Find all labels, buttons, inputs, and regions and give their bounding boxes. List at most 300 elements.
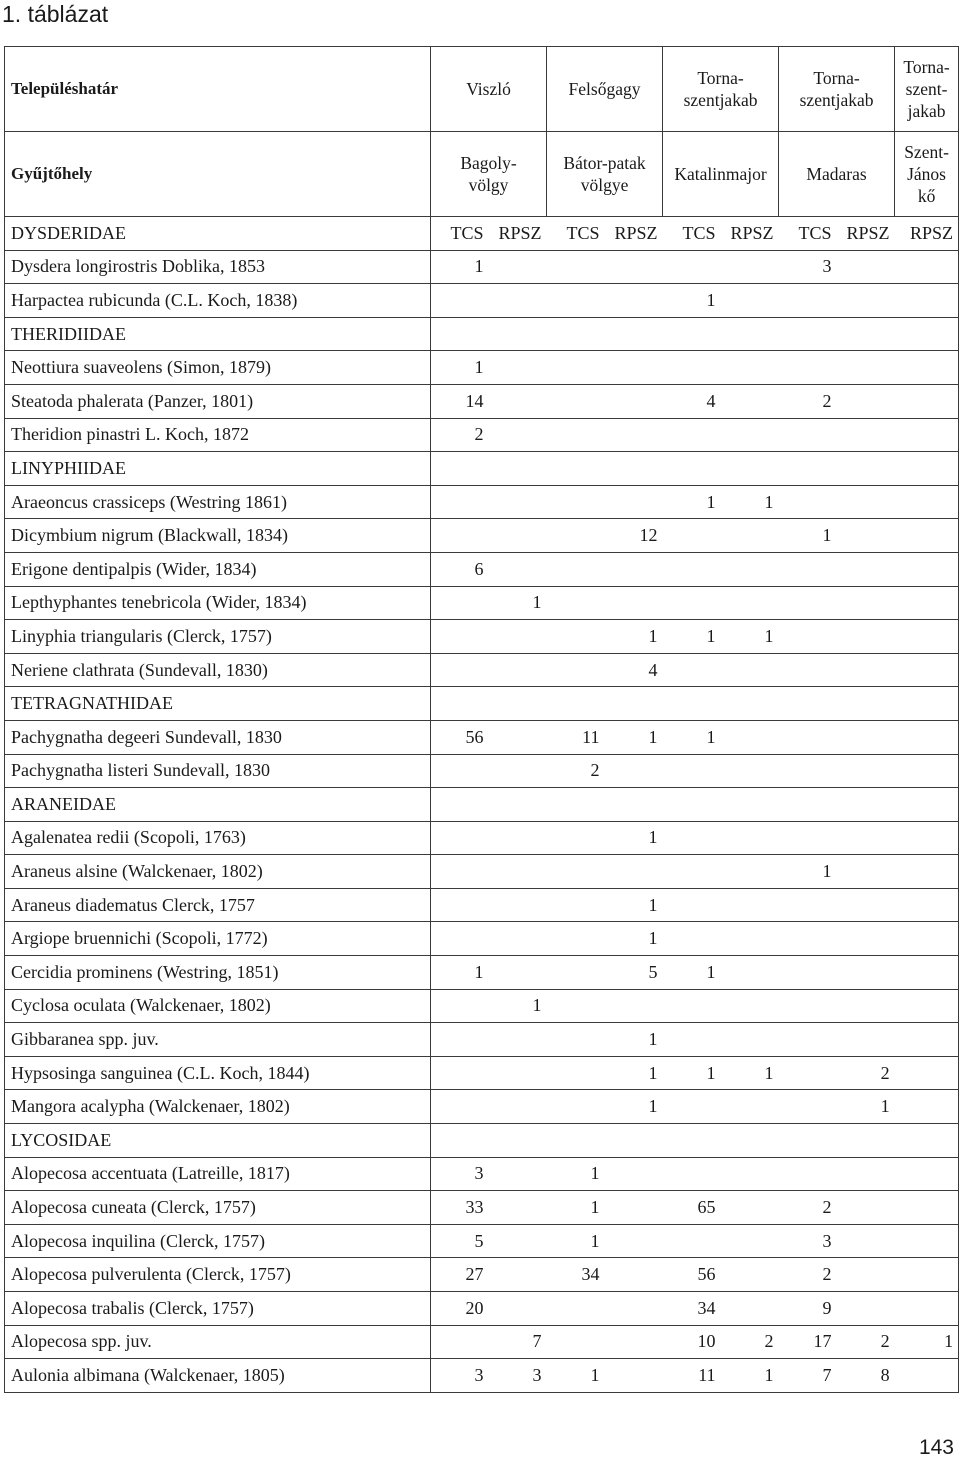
count-cell	[431, 788, 489, 822]
species-name: Hypsosinga sanguinea (C.L. Koch, 1844)	[5, 1056, 431, 1090]
table-row	[5, 1157, 959, 1191]
table-title: 1. táblázat	[2, 1, 109, 27]
count-cell	[895, 1224, 959, 1258]
table-row	[5, 1056, 959, 1090]
count-cell	[721, 1191, 779, 1225]
family-name: ARANEIDAE	[5, 788, 431, 822]
species-table	[4, 46, 959, 1393]
count-cell	[547, 788, 605, 822]
column-code: RPSZ	[837, 217, 895, 251]
species-name: Neottiura suaveolens (Simon, 1879)	[5, 351, 431, 385]
species-name: Agalenatea redii (Scopoli, 1763)	[5, 821, 431, 855]
count-cell	[547, 552, 605, 586]
count-cell	[431, 687, 489, 721]
count-cell: 2	[779, 1191, 837, 1225]
count-cell	[895, 687, 959, 721]
count-cell	[721, 956, 779, 990]
count-cell: 1	[431, 250, 489, 284]
species-name: Alopecosa pulverulenta (Clerck, 1757)	[5, 1258, 431, 1292]
count-cell	[489, 1258, 547, 1292]
count-cell: 4	[605, 653, 663, 687]
species-name: Cyclosa oculata (Walckenaer, 1802)	[5, 989, 431, 1023]
family-row	[5, 788, 959, 822]
count-cell	[663, 687, 721, 721]
count-cell: 3	[489, 1359, 547, 1393]
count-cell	[431, 754, 489, 788]
count-cell	[837, 250, 895, 284]
count-cell	[837, 1191, 895, 1225]
count-cell	[721, 720, 779, 754]
count-cell	[895, 754, 959, 788]
count-cell: 1	[779, 855, 837, 889]
count-cell	[663, 653, 721, 687]
count-cell	[895, 653, 959, 687]
count-cell	[837, 956, 895, 990]
count-cell	[431, 1090, 489, 1124]
count-cell: 1	[489, 586, 547, 620]
count-cell	[721, 989, 779, 1023]
count-cell	[431, 317, 489, 351]
count-cell	[721, 418, 779, 452]
species-name: Alopecosa trabalis (Clerck, 1757)	[5, 1292, 431, 1326]
count-cell: 9	[779, 1292, 837, 1326]
count-cell: 1	[547, 1157, 605, 1191]
count-cell	[721, 1292, 779, 1326]
table-row	[5, 418, 959, 452]
count-cell	[547, 687, 605, 721]
count-cell	[605, 1258, 663, 1292]
count-cell	[837, 754, 895, 788]
count-cell: 1	[431, 956, 489, 990]
header-col-1: Viszló	[431, 47, 547, 132]
species-name: Pachygnatha listeri Sundevall, 1830	[5, 754, 431, 788]
count-cell: 12	[605, 519, 663, 553]
count-cell	[431, 922, 489, 956]
count-cell	[605, 788, 663, 822]
count-cell	[605, 1292, 663, 1326]
count-cell	[895, 452, 959, 486]
count-cell: 1	[605, 620, 663, 654]
count-cell	[837, 284, 895, 318]
count-cell	[837, 720, 895, 754]
table-row	[5, 1325, 959, 1359]
count-cell	[663, 1124, 721, 1158]
count-cell: 1	[721, 1359, 779, 1393]
count-cell: 4	[663, 384, 721, 418]
count-cell	[721, 687, 779, 721]
count-cell	[489, 1157, 547, 1191]
count-cell	[605, 284, 663, 318]
count-cell	[489, 922, 547, 956]
count-cell	[663, 888, 721, 922]
species-name: Dysdera longirostris Doblika, 1853	[5, 250, 431, 284]
count-cell	[895, 989, 959, 1023]
count-cell	[721, 788, 779, 822]
count-cell: 10	[663, 1325, 721, 1359]
count-cell	[547, 519, 605, 553]
count-cell	[721, 1157, 779, 1191]
count-cell	[779, 989, 837, 1023]
count-cell	[663, 922, 721, 956]
count-cell	[721, 552, 779, 586]
count-cell	[489, 821, 547, 855]
count-cell	[547, 351, 605, 385]
count-cell	[837, 1224, 895, 1258]
table-row	[5, 989, 959, 1023]
count-cell	[721, 754, 779, 788]
count-cell	[895, 1090, 959, 1124]
count-cell: 6	[431, 552, 489, 586]
header-label-site: Gyűjtőhely	[5, 132, 431, 217]
count-cell	[431, 855, 489, 889]
count-cell	[489, 855, 547, 889]
count-cell	[721, 384, 779, 418]
count-cell: 1	[895, 1325, 959, 1359]
count-cell	[663, 519, 721, 553]
count-cell	[837, 317, 895, 351]
count-cell	[489, 788, 547, 822]
count-cell	[779, 788, 837, 822]
count-cell: 17	[779, 1325, 837, 1359]
count-cell: 5	[431, 1224, 489, 1258]
count-cell	[663, 552, 721, 586]
species-name: Mangora acalypha (Walckenaer, 1802)	[5, 1090, 431, 1124]
count-cell	[837, 1023, 895, 1057]
count-cell	[837, 384, 895, 418]
species-name: Linyphia triangularis (Clerck, 1757)	[5, 620, 431, 654]
count-cell	[837, 620, 895, 654]
count-cell	[837, 821, 895, 855]
count-cell: 1	[605, 1090, 663, 1124]
family-row	[5, 317, 959, 351]
count-cell	[779, 687, 837, 721]
count-cell	[605, 351, 663, 385]
count-cell	[489, 754, 547, 788]
count-cell	[431, 1023, 489, 1057]
column-code: RPSZ	[489, 217, 547, 251]
count-cell	[431, 1325, 489, 1359]
column-code: TCS	[431, 217, 489, 251]
count-cell: 7	[779, 1359, 837, 1393]
count-cell	[547, 922, 605, 956]
count-cell	[605, 384, 663, 418]
count-cell	[605, 1224, 663, 1258]
species-name: Steatoda phalerata (Panzer, 1801)	[5, 384, 431, 418]
count-cell: 1	[721, 485, 779, 519]
count-cell	[489, 317, 547, 351]
count-cell	[605, 250, 663, 284]
table-row	[5, 888, 959, 922]
count-cell	[721, 821, 779, 855]
count-cell	[837, 1258, 895, 1292]
count-cell: 3	[779, 250, 837, 284]
count-cell	[779, 720, 837, 754]
count-cell	[837, 687, 895, 721]
count-cell	[895, 1292, 959, 1326]
table-row	[5, 586, 959, 620]
count-cell	[721, 351, 779, 385]
column-code: TCS	[663, 217, 721, 251]
count-cell	[489, 418, 547, 452]
count-cell	[663, 1224, 721, 1258]
species-name: Pachygnatha degeeri Sundevall, 1830	[5, 720, 431, 754]
count-cell	[721, 284, 779, 318]
count-cell: 1	[779, 519, 837, 553]
count-cell	[779, 1056, 837, 1090]
table-row	[5, 1224, 959, 1258]
count-cell: 1	[547, 1224, 605, 1258]
table-row	[5, 384, 959, 418]
count-cell: 1	[547, 1359, 605, 1393]
table-row	[5, 284, 959, 318]
count-cell	[547, 1056, 605, 1090]
header-row-settlement	[5, 47, 959, 132]
header-col-3: Torna- szentjakab	[663, 47, 779, 132]
count-cell: 33	[431, 1191, 489, 1225]
count-cell	[895, 485, 959, 519]
count-cell	[489, 1191, 547, 1225]
count-cell	[779, 653, 837, 687]
count-cell	[779, 1157, 837, 1191]
count-cell	[489, 452, 547, 486]
count-cell: 3	[779, 1224, 837, 1258]
count-cell	[837, 1157, 895, 1191]
table-row	[5, 1258, 959, 1292]
count-cell	[489, 1023, 547, 1057]
count-cell	[489, 1090, 547, 1124]
count-cell	[663, 1090, 721, 1124]
count-cell: 7	[489, 1325, 547, 1359]
count-cell: 2	[837, 1056, 895, 1090]
count-cell	[489, 485, 547, 519]
table-row	[5, 250, 959, 284]
count-cell	[895, 1124, 959, 1158]
count-cell	[895, 620, 959, 654]
count-cell	[605, 1325, 663, 1359]
family-row	[5, 687, 959, 721]
count-cell	[837, 989, 895, 1023]
count-cell	[895, 1191, 959, 1225]
count-cell: 1	[605, 888, 663, 922]
count-cell	[547, 620, 605, 654]
count-cell	[721, 888, 779, 922]
species-name: Alopecosa cuneata (Clerck, 1757)	[5, 1191, 431, 1225]
count-cell	[431, 485, 489, 519]
site-col-3: Katalinmajor	[663, 132, 779, 217]
count-cell: 3	[431, 1157, 489, 1191]
species-name: Aulonia albimana (Walckenaer, 1805)	[5, 1359, 431, 1393]
count-cell	[895, 519, 959, 553]
count-cell	[837, 1124, 895, 1158]
count-cell	[489, 552, 547, 586]
species-name: Theridion pinastri L. Koch, 1872	[5, 418, 431, 452]
count-cell	[489, 250, 547, 284]
count-cell	[895, 720, 959, 754]
count-cell	[895, 922, 959, 956]
count-cell	[547, 956, 605, 990]
count-cell	[721, 1023, 779, 1057]
count-cell	[779, 351, 837, 385]
count-cell	[837, 1292, 895, 1326]
count-cell	[663, 1023, 721, 1057]
count-cell	[779, 620, 837, 654]
count-cell	[547, 989, 605, 1023]
column-code: RPSZ	[605, 217, 663, 251]
count-cell: 27	[431, 1258, 489, 1292]
count-cell	[663, 989, 721, 1023]
count-cell	[431, 284, 489, 318]
table-row	[5, 956, 959, 990]
count-cell: 8	[837, 1359, 895, 1393]
count-cell	[489, 687, 547, 721]
species-name: Alopecosa accentuata (Latreille, 1817)	[5, 1157, 431, 1191]
family-name: LYCOSIDAE	[5, 1124, 431, 1158]
header-label-settlement: Településhatár	[5, 47, 431, 132]
count-cell	[779, 888, 837, 922]
species-name: Alopecosa inquilina (Clerck, 1757)	[5, 1224, 431, 1258]
species-name: Araneus alsine (Walckenaer, 1802)	[5, 855, 431, 889]
count-cell	[663, 250, 721, 284]
count-cell: 1	[663, 620, 721, 654]
count-cell	[721, 452, 779, 486]
count-cell	[837, 922, 895, 956]
count-cell	[605, 754, 663, 788]
count-cell	[895, 888, 959, 922]
count-cell	[895, 552, 959, 586]
count-cell: 1	[605, 1023, 663, 1057]
count-cell	[779, 922, 837, 956]
count-cell	[431, 452, 489, 486]
count-cell	[663, 351, 721, 385]
header-col-4: Torna- szentjakab	[779, 47, 895, 132]
count-cell	[721, 1124, 779, 1158]
count-cell: 1	[489, 989, 547, 1023]
count-cell: 1	[663, 956, 721, 990]
count-cell	[721, 519, 779, 553]
count-cell	[489, 956, 547, 990]
header-col-5: Torna- szent- jakab	[895, 47, 959, 132]
table-row	[5, 821, 959, 855]
count-cell	[779, 1023, 837, 1057]
count-cell	[489, 284, 547, 318]
count-cell	[431, 989, 489, 1023]
count-cell	[663, 418, 721, 452]
count-cell	[489, 653, 547, 687]
count-cell	[605, 552, 663, 586]
count-cell	[489, 351, 547, 385]
column-code: TCS	[779, 217, 837, 251]
count-cell	[547, 1325, 605, 1359]
count-cell: 34	[547, 1258, 605, 1292]
count-cell	[779, 1124, 837, 1158]
site-col-5: Szent- János kő	[895, 132, 959, 217]
count-cell: 14	[431, 384, 489, 418]
count-cell	[547, 821, 605, 855]
count-cell	[779, 754, 837, 788]
count-cell: 2	[721, 1325, 779, 1359]
count-cell	[547, 855, 605, 889]
count-cell	[489, 720, 547, 754]
count-cell	[489, 620, 547, 654]
count-cell	[663, 452, 721, 486]
count-cell	[895, 351, 959, 385]
column-code: TCS	[547, 217, 605, 251]
count-cell	[837, 888, 895, 922]
count-cell	[431, 586, 489, 620]
count-cell	[895, 317, 959, 351]
count-cell	[779, 821, 837, 855]
count-cell	[779, 1090, 837, 1124]
count-cell: 1	[663, 720, 721, 754]
species-name: Harpactea rubicunda (C.L. Koch, 1838)	[5, 284, 431, 318]
count-cell	[837, 653, 895, 687]
count-cell: 1	[663, 1056, 721, 1090]
count-cell	[547, 284, 605, 318]
count-cell	[895, 586, 959, 620]
count-cell: 34	[663, 1292, 721, 1326]
count-cell	[837, 418, 895, 452]
count-cell	[547, 250, 605, 284]
count-cell	[605, 418, 663, 452]
species-name: Cercidia prominens (Westring, 1851)	[5, 956, 431, 990]
count-cell	[605, 1191, 663, 1225]
count-cell	[547, 653, 605, 687]
species-name: Neriene clathrata (Sundevall, 1830)	[5, 653, 431, 687]
count-cell	[895, 384, 959, 418]
count-cell	[605, 855, 663, 889]
column-code: RPSZ	[721, 217, 779, 251]
family-name: TETRAGNATHIDAE	[5, 687, 431, 721]
count-cell: 1	[721, 620, 779, 654]
family-row	[5, 1124, 959, 1158]
column-code: RPSZ	[895, 217, 959, 251]
count-cell	[721, 1224, 779, 1258]
count-cell	[605, 586, 663, 620]
table-row	[5, 1359, 959, 1393]
count-cell	[489, 1224, 547, 1258]
count-cell	[779, 552, 837, 586]
count-cell	[489, 1124, 547, 1158]
count-cell	[895, 418, 959, 452]
count-cell	[605, 1359, 663, 1393]
count-cell	[547, 384, 605, 418]
table-row	[5, 1023, 959, 1057]
count-cell	[837, 586, 895, 620]
count-cell: 1	[605, 922, 663, 956]
count-cell	[489, 384, 547, 418]
count-cell	[605, 989, 663, 1023]
count-cell	[663, 317, 721, 351]
count-cell	[431, 519, 489, 553]
count-cell	[547, 586, 605, 620]
count-cell: 11	[547, 720, 605, 754]
table-row	[5, 519, 959, 553]
count-cell: 65	[663, 1191, 721, 1225]
count-cell	[895, 1258, 959, 1292]
count-cell	[431, 821, 489, 855]
count-cell	[489, 1292, 547, 1326]
count-cell	[547, 1023, 605, 1057]
species-name: Erigone dentipalpis (Wider, 1834)	[5, 552, 431, 586]
count-cell	[547, 485, 605, 519]
count-cell: 2	[547, 754, 605, 788]
count-cell	[605, 1157, 663, 1191]
count-cell	[779, 317, 837, 351]
count-cell	[547, 452, 605, 486]
count-cell	[895, 1056, 959, 1090]
count-cell	[721, 1090, 779, 1124]
table-row	[5, 552, 959, 586]
